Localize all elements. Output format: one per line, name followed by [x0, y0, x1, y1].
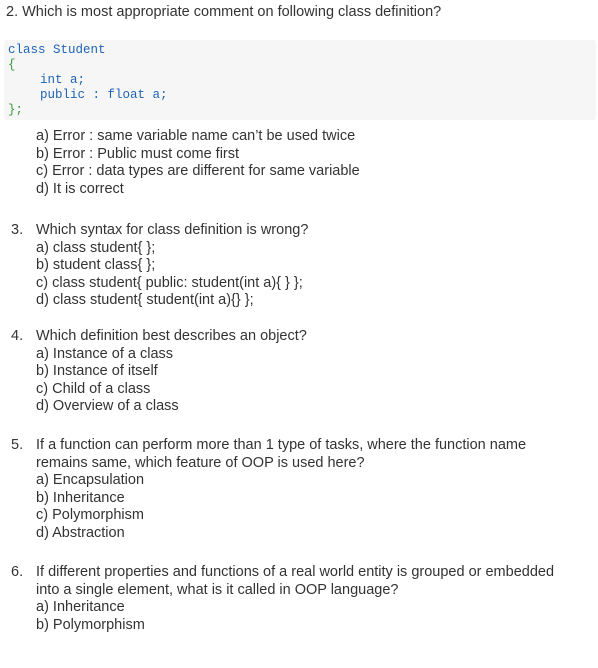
option-a: a) Encapsulation [36, 472, 145, 488]
option-c: c) class student{ public: student(int a){ } }; [36, 274, 303, 291]
question-number: 4. [11, 328, 24, 344]
code-line-open-brace: { [8, 58, 16, 72]
option-a: a) Inheritance [36, 599, 125, 615]
option-c: c) Error : data types are different for same variable [36, 163, 360, 179]
question-6 [11, 564, 591, 634]
option-c: c) Polymorphism [36, 507, 144, 523]
question-text-line-2: remains same, which feature of OOP is used here? [36, 454, 365, 471]
question-2-options [36, 128, 360, 198]
option-a: a) class student{ }; [36, 239, 156, 256]
option-d: d) Abstraction [36, 524, 125, 541]
code-block [4, 40, 596, 120]
option-b: b) student class{ }; [36, 257, 156, 273]
question-3 [11, 222, 591, 310]
question-5 [11, 437, 591, 542]
option-d: d) class student{ student(int a){} }; [36, 292, 254, 308]
option-d: d) It is correct [36, 180, 124, 197]
code-line-public: public : float a; [40, 88, 168, 102]
code-line-close-brace: }; [8, 103, 24, 117]
question-number: 6. [11, 564, 24, 580]
option-b: b) Inheritance [36, 489, 125, 506]
option-a: a) Instance of a class [36, 345, 174, 362]
question-2-title: 2. Which is most appropriate comment on following class definition? [6, 4, 442, 20]
question-text: Which definition best describes an object? [36, 328, 307, 344]
option-c: c) Child of a class [36, 380, 151, 397]
option-b: b) Error : Public must come first [36, 145, 240, 162]
question-text-line-1: If a function can perform more than 1 type of tasks, where the function name [36, 437, 527, 453]
option-b: b) Instance of itself [36, 363, 158, 379]
code-line-int: int a; [40, 73, 86, 87]
question-number: 5. [11, 437, 24, 453]
code-line-class: class Student [8, 43, 106, 57]
question-number: 3. [11, 222, 24, 238]
question-text-line-2: into a single element, what is it called in OOP language? [36, 581, 399, 598]
question-text-line-1: If different properties and functions of a real world entity is grouped or embedded [36, 564, 555, 580]
option-b: b) Polymorphism [36, 616, 145, 633]
question-4 [11, 328, 591, 416]
option-d: d) Overview of a class [36, 398, 179, 414]
question-text: Which syntax for class definition is wrong? [36, 222, 309, 238]
option-a: a) Error : same variable name can’t be used twice [36, 128, 356, 144]
